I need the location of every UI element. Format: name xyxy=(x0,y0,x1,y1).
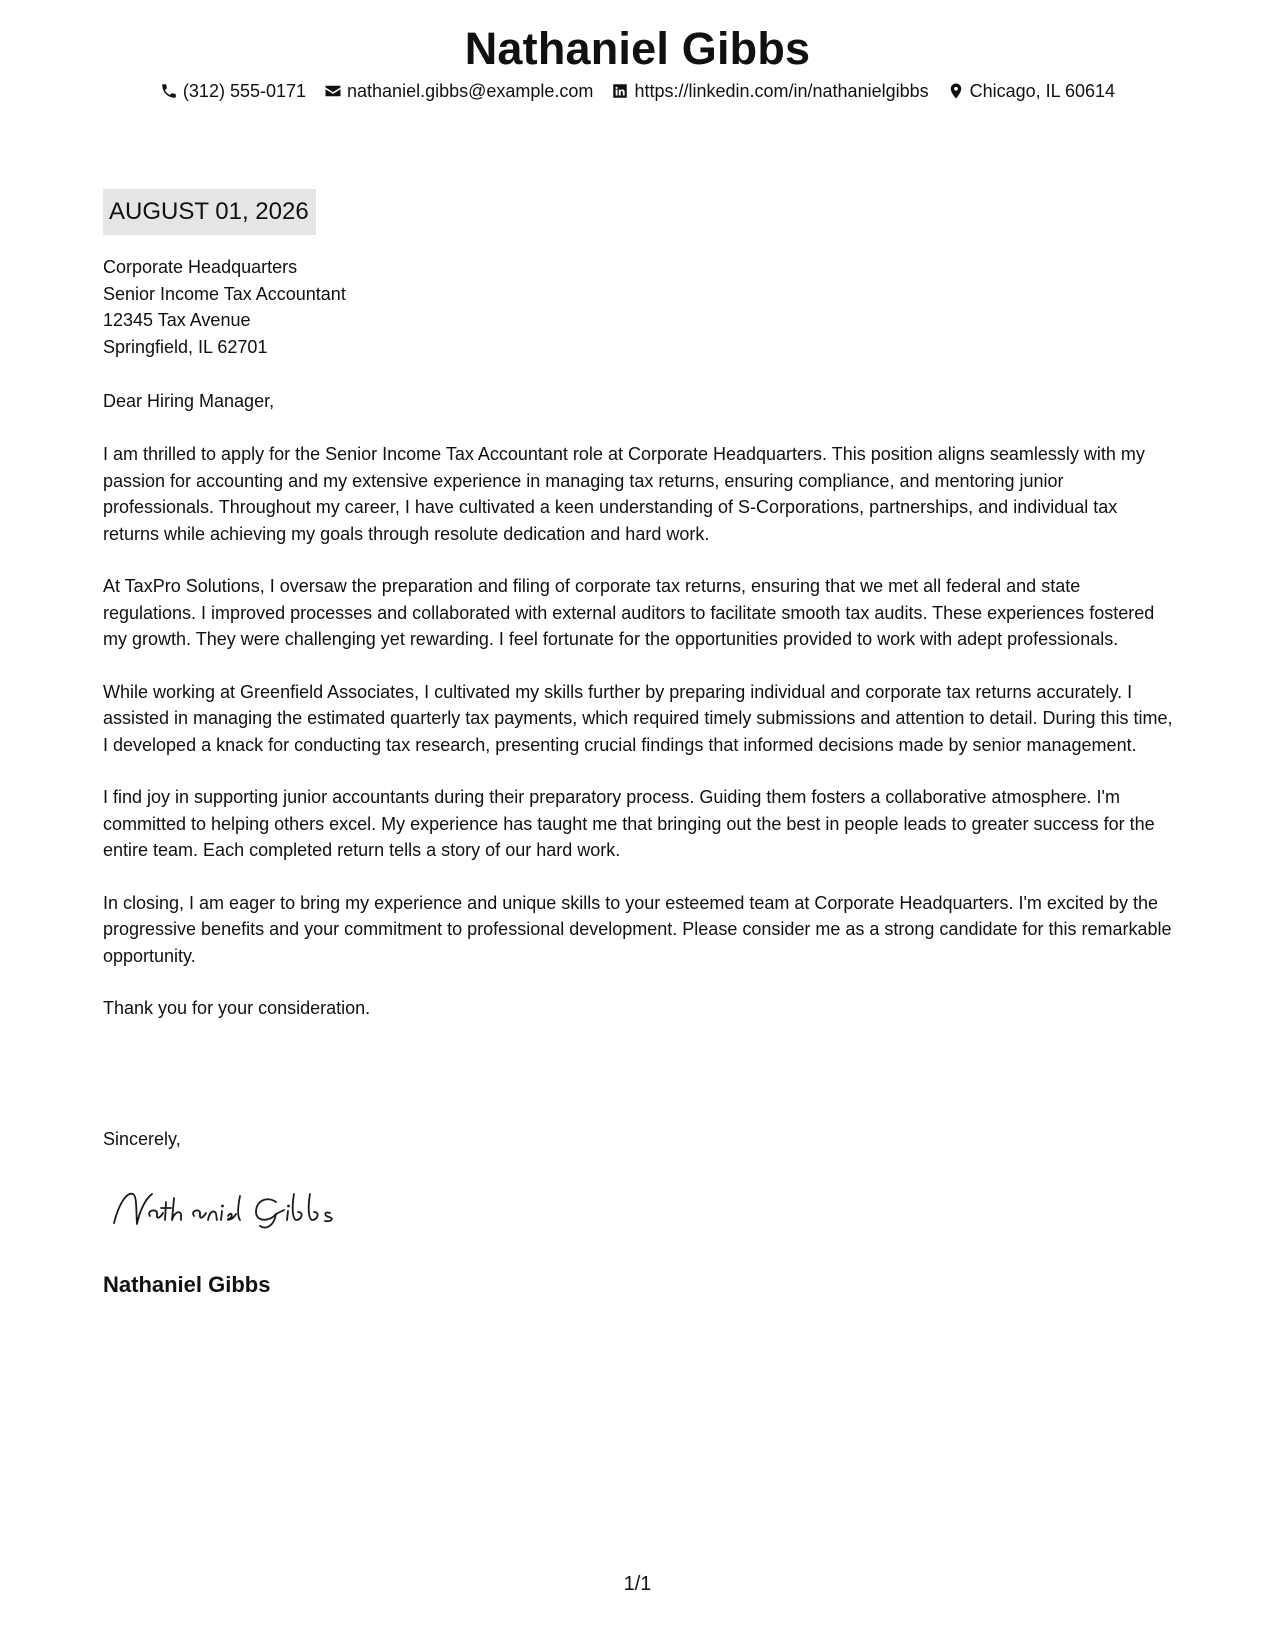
applicant-name: Nathaniel Gibbs xyxy=(464,23,811,74)
salutation: Dear Hiring Manager, xyxy=(103,391,275,411)
linkedin-url[interactable]: https://linkedin.com/in/nathanielgibbs xyxy=(634,81,929,101)
envelope-icon xyxy=(324,82,342,100)
page-number: 1/1 xyxy=(623,1573,652,1595)
handwritten-signature xyxy=(106,1178,366,1248)
letter-body xyxy=(103,441,1178,1048)
contact-phone xyxy=(160,79,306,103)
body-paragraph: I find joy in supporting junior accountants during their preparatory process. Guiding them fosters a collaborative atmosphere. I'm committed to helping others excel. My experience has taught me that bringing out the best in people leads to greater success for the entire team. Each completed return tells a story of our hard work. xyxy=(103,787,1155,860)
recipient-block xyxy=(103,254,1173,360)
map-pin-icon xyxy=(947,82,965,100)
contact-bar xyxy=(0,79,1275,103)
recipient-line: Corporate Headquarters xyxy=(103,257,298,277)
contact-linkedin[interactable] xyxy=(611,79,928,103)
contact-location xyxy=(947,79,1115,103)
body-paragraph: In closing, I am eager to bring my experience and unique skills to your esteemed team at Corporate Headquarters. I'm excited by the progressive benefits and your commitment to professional development. Please consider me as a strong candidate for this remarkable opportunity. xyxy=(103,892,1172,966)
body-paragraph: Thank you for your consideration. xyxy=(103,998,371,1018)
recipient-line: 12345 Tax Avenue xyxy=(103,310,251,330)
location-text: Chicago, IL 60614 xyxy=(969,81,1116,101)
letter-date: AUGUST 01, 2026 xyxy=(103,189,316,235)
recipient-line: Springfield, IL 62701 xyxy=(103,336,268,357)
body-paragraph: While working at Greenfield Associates, I cultivated my skills further by preparing individual and corporate tax returns accurately. I assisted in managing the estimated quarterly tax payments, which required timely submissions and attention to detail. During this time, I developed a knack for conducting tax research, presenting crucial findings that informed decisions made by senior management. xyxy=(103,681,1173,755)
body-paragraph: At TaxPro Solutions, I oversaw the preparation and filing of corporate tax returns, ensuring that we met all federal and state regulations. I improved processes and collaborated with external auditors to facilitate smooth tax audits. These experiences fostered my growth. They were challenging yet rewarding. I feel fortunate for the opportunities provided to work with adept professionals. xyxy=(103,576,1155,649)
linkedin-icon xyxy=(611,82,629,100)
phone-icon xyxy=(160,82,178,100)
recipient-line: Senior Income Tax Accountant xyxy=(103,283,346,304)
body-paragraph: I am thrilled to apply for the Senior Income Tax Accountant role at Corporate Headquarters. This position aligns seamlessly with my passion for accounting and my extensive experience in managing tax returns, ensuring compliance, and mentoring junior professionals. Throughout my career, I have cultivated a keen understanding of S-Corporations, partnerships, and individual tax returns while achieving my goals through resolute dedication and hard work. xyxy=(103,444,1145,544)
signer-name: Nathaniel Gibbs xyxy=(103,1272,271,1297)
contact-email[interactable] xyxy=(324,79,593,103)
closing-phrase: Sincerely, xyxy=(103,1129,181,1149)
phone-number: (312) 555-0171 xyxy=(182,81,307,101)
email-address[interactable]: nathaniel.gibbs@example.com xyxy=(347,81,594,101)
